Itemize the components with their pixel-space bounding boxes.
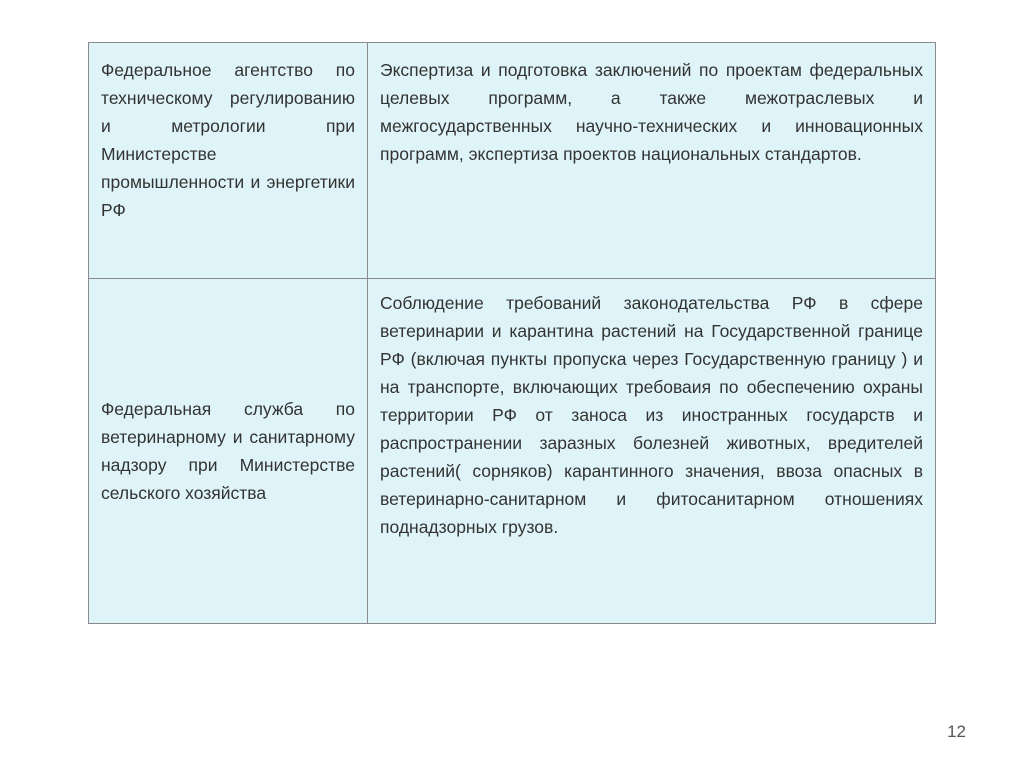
- page-number: 12: [947, 722, 966, 741]
- table-row: [89, 279, 936, 624]
- agency-cell: Федеральная служба по ветеринарному и санитарному надзору при Министерстве сельского хозяйства: [89, 279, 368, 624]
- agency-functions-table: [88, 42, 936, 624]
- table-row: [89, 43, 936, 279]
- agency-cell: Федеральное агентство по техническому регулированию и метрологии при Министерстве промышленности и энергетики РФ: [89, 43, 368, 279]
- function-cell: Экспертиза и подготовка заключений по проектам федеральных целевых программ, а также межотраслевых и межгосударственных научно-технических и инновационных программ, экспертиза проектов национальных стандартов.: [368, 43, 936, 279]
- function-cell: Соблюдение требований законодательства РФ в сфере ветеринарии и карантина растений на Государственной границе РФ (включая пункты пропуска через Государственную границу ) и на транспорте, включающих требоваия по обеспечению охраны территории РФ от заноса из иностранных государств и распространении заразных болезней животных, вредителей растений( сорняков) карантинного значения, ввоза опасных в ветеринарно-санитарном и фитосанитарном отношениях поднадзорных грузов.: [368, 279, 936, 624]
